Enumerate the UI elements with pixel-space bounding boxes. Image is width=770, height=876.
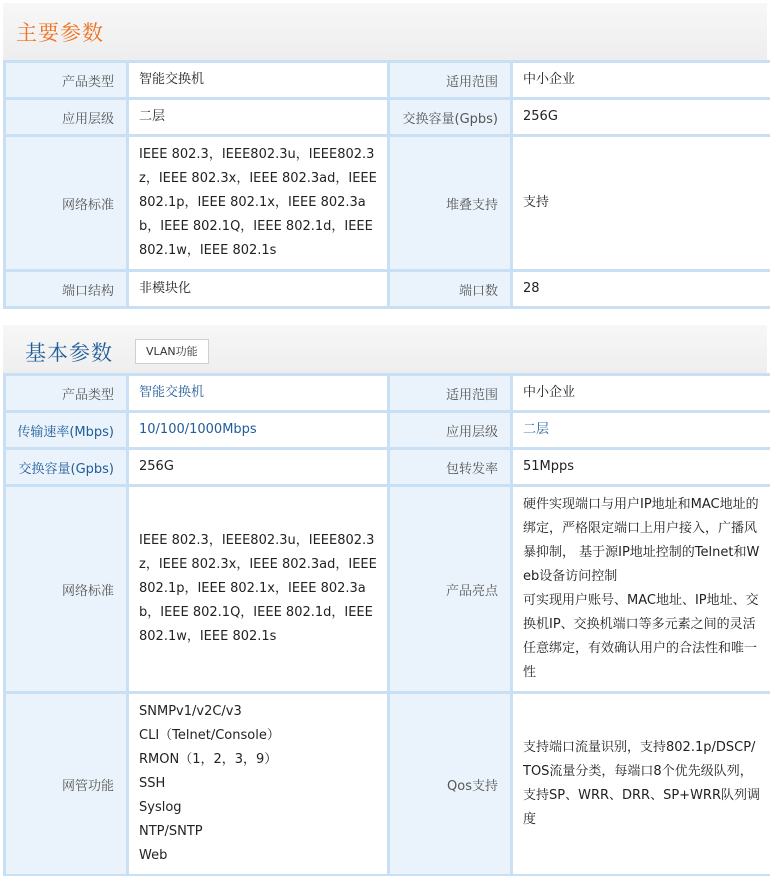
table-row [6,272,770,306]
list-item: NTP/SNTP [139,824,203,839]
list-item: Syslog [139,800,182,815]
param-value: 支持 [513,137,770,269]
list-item: SNMPv1/v2C/v3 [139,704,242,719]
param-value: 支持端口流量识别，支持802.1p/DSCP/TOS流量分类，每端口8个优先级队列，支持SP、WRR、DRR、SP+WRR队列调度 [513,694,770,874]
param-label: 交换容量(Gpbs) [390,100,510,134]
param-value: 51Mpps [513,450,770,484]
management-features-list [129,694,387,874]
param-value: 28 [513,272,770,306]
highlight-paragraph: 硬件实现端口与用户IP地址和MAC地址的绑定，严格限定端口上用户接入，广播风暴抑制， 基于源IP地址控制的Telnet和Web设备访问控制 [523,497,760,584]
param-label: 传输速率(Mbps) [6,413,126,447]
vlan-function-tab[interactable]: VLAN功能 [135,339,209,364]
param-label: 交换容量(Gpbs) [6,450,126,484]
param-label: Qos支持 [390,694,510,874]
param-value: 智能交换机 [129,63,387,97]
param-label: 适用范围 [390,376,510,410]
basic-params-table [3,373,770,876]
param-label: 端口结构 [6,272,126,306]
main-params-title: 主要参数 [16,20,104,45]
table-row [6,137,770,269]
param-label: 适用范围 [390,63,510,97]
param-label: 产品类型 [6,63,126,97]
param-label: 网络标准 [6,487,126,691]
param-label: 包转发率 [390,450,510,484]
table-row [6,376,770,410]
param-value-link[interactable]: 智能交换机 [129,376,387,410]
param-label: 产品类型 [6,376,126,410]
param-value: 256G [513,100,770,134]
param-label: 网络标准 [6,137,126,269]
highlight-paragraph: 可实现用户账号、MAC地址、IP地址、交换机IP、交换机端口等多元素之间的灵活任意绑定，有效确认用户的合法性和唯一性 [523,593,759,680]
param-label: 应用层级 [390,413,510,447]
basic-params-title: 基本参数 [25,340,113,365]
param-label: 产品亮点 [390,487,510,691]
table-row [6,450,770,484]
param-label: 端口数 [390,272,510,306]
param-value: IEEE 802.3，IEEE802.3u，IEEE802.3z，IEEE 802.3x，IEEE 802.3ad，IEEE 802.1p，IEEE 802.1x，IEEE 802.3ab，IEEE 802.1Q，IEEE 802.1d，IEEE 802.1w，IEEE 802.1s [129,137,387,269]
param-value-link[interactable]: 二层 [513,413,770,447]
list-item: Web [139,848,168,863]
param-value: 中小企业 [513,63,770,97]
list-item: SSH [139,776,166,791]
param-label: 应用层级 [6,100,126,134]
table-row [6,694,770,874]
main-params-header [3,3,767,60]
param-label: 堆叠支持 [390,137,510,269]
table-row [6,100,770,134]
product-highlights [513,487,770,691]
param-value: 非模块化 [129,272,387,306]
list-item: RMON（1，2，3，9） [139,752,278,767]
param-value: 中小企业 [513,376,770,410]
param-value: 256G [129,450,387,484]
param-value: IEEE 802.3，IEEE802.3u，IEEE802.3z，IEEE 802.3x，IEEE 802.3ad，IEEE 802.1p，IEEE 802.1x，IEEE 802.3ab，IEEE 802.1Q，IEEE 802.1d，IEEE 802.1w，IEEE 802.1s [129,487,387,691]
table-row [6,487,770,691]
basic-params-header [3,325,767,374]
list-item: CLI（Telnet/Console） [139,728,280,743]
table-row [6,63,770,97]
param-label: 网管功能 [6,694,126,874]
param-value-link[interactable]: 10/100/1000Mbps [129,413,387,447]
main-params-table [3,60,770,309]
param-value: 二层 [129,100,387,134]
table-row [6,413,770,447]
